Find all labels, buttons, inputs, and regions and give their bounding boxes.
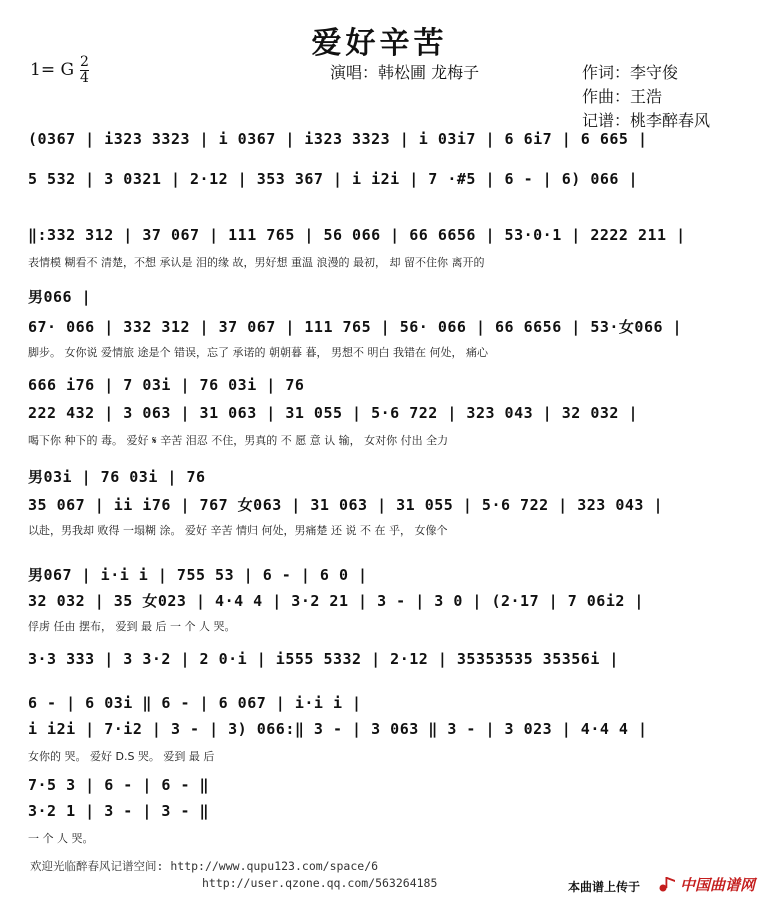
lyric-line: 脚步。 女你说 爱情旅 途是个 错误，忘了 承诺的 朝朝暮 暮， 男想不 明白 我错在 何处， 痛心 xyxy=(28,346,488,359)
notation-line: ‖:332 312 | 37 067 | 111 765 | 56 066 | 66 6656 | 53·0·1 | 2222 211 | xyxy=(28,226,686,244)
lyric-line: 喝下你 种下的 毒。 爱好 𝄋 辛苦 泪忍 不住，男真的 不 愿 意 认 输， 女对你 付出 全力 xyxy=(28,434,449,447)
notation-line: (0367 | i323 3323 | i 0367 | i323 3323 | i 03i7 | 6 6i7 | 6 665 | xyxy=(28,130,648,148)
singers: 演唱：韩松圃 龙梅子 xyxy=(330,63,480,82)
key-signature: 1= G xyxy=(30,60,75,80)
lyric-line: 以赴，男我却 败得 一塌糊 涂。 爱好 辛苦 情归 何处，男痛楚 还 说 不 在 乎， 女像个 xyxy=(28,524,448,537)
notation-line: 3·3 333 | 3 3·2 | 2 0·i | i555 5332 | 2·12 | 35353535 35356i | xyxy=(28,650,619,668)
notation-line: 222 432 | 3 063 | 31 063 | 31 055 | 5·6 722 | 323 043 | 32 032 | xyxy=(28,404,638,422)
notation-line: 男067 | i·i i | 755 53 | 6 - | 6 0 | xyxy=(28,566,368,584)
notation-line: 5 532 | 3 0321 | 2·12 | 353 367 | i i2i | 7 ·#5 | 6 - | 6) 066 | xyxy=(28,170,638,188)
music-logo-icon xyxy=(658,876,676,892)
notation-line: 67· 066 | 332 312 | 37 067 | 111 765 | 56· 066 | 66 6656 | 53·女066 | xyxy=(28,318,683,336)
upload-note: 本曲谱上传于 xyxy=(568,880,641,894)
site-brand[interactable]: 中国曲谱网 xyxy=(680,876,756,894)
lyric-line: 俘虏 任由 摆布， 爱到 最 后 一 个 人 哭。 xyxy=(28,620,236,633)
transcriber: 记谱：桃李醉春风 xyxy=(582,111,711,130)
page-title: 爱好辛苦 xyxy=(311,26,448,61)
time-signature-bottom: 4 xyxy=(80,70,89,86)
notation-line: 3·2 1 | 3 - | 3 - ‖ xyxy=(28,802,210,820)
notation-line: 男03i | 76 03i | 76 xyxy=(28,468,206,486)
notation-line: 32 032 | 35 女023 | 4·4 4 | 3·2 21 | 3 - | 3 0 | (2·17 | 7 06i2 | xyxy=(28,592,644,610)
lyric-line: 表情模 糊看不 清楚，不想 承认是 泪的缘 故，男好想 重温 浪漫的 最初， 却 留不住你 离开的 xyxy=(28,256,485,269)
footer-link-space[interactable]: 欢迎光临醉春风记谱空间: http://www.qupu123.com/space/6 xyxy=(30,859,379,873)
lyricist: 作词：李守俊 xyxy=(582,63,679,82)
time-signature-top: 2 xyxy=(80,54,89,70)
notation-line: 男066 | xyxy=(28,288,92,306)
notation-line: 666 i76 | 7 03i | 76 03i | 76 xyxy=(28,376,305,394)
time-signature xyxy=(80,56,89,85)
notation-line: 7·5 3 | 6 - | 6 - ‖ xyxy=(28,776,210,794)
lyric-line: 女你的 哭。 爱好 D.S 哭。 爱到 最 后 xyxy=(28,750,215,763)
notation-line: 35 067 | ii i76 | 767 女063 | 31 063 | 31 055 | 5·6 722 | 323 043 | xyxy=(28,496,663,514)
composer: 作曲：王浩 xyxy=(582,87,663,106)
footer-link-qzone[interactable]: http://user.qzone.qq.com/563264185 xyxy=(202,876,438,890)
notation-line: 6 - | 6 03i ‖ 6 - | 6 067 | i·i i | xyxy=(28,694,362,712)
lyric-line: 一 个 人 哭。 xyxy=(28,832,94,845)
notation-line: i i2i | 7·i2 | 3 - | 3) 066:‖ 3 - | 3 063 ‖ 3 - | 3 023 | 4·4 4 | xyxy=(28,720,648,738)
